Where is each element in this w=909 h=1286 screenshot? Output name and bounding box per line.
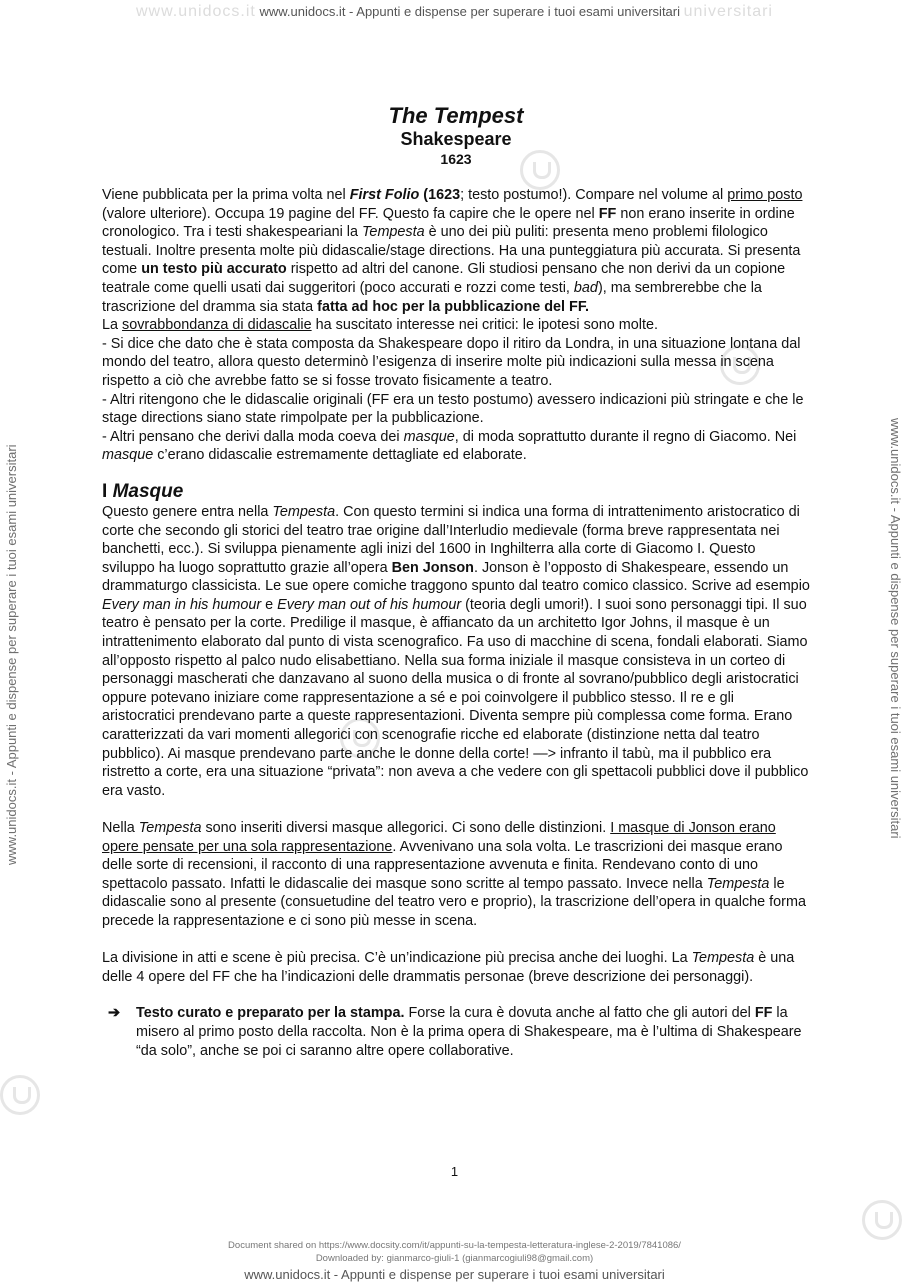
watermark-logo-icon — [0, 1075, 40, 1115]
masque-paragraph: Nella Tempesta sono inseriti diversi masque allegorici. Ci sono delle distinzioni. I masque di Jonson erano opere pensate per una sola rappresentazione. Avvenivano una sola volta. Le trascrizioni dei masque erano delle sorte di recensioni, il racconto di una rappresentazione avvenuta e finita. Rendevano conto di uno spettacolo passato. Infatti le didascalie dei masque sono scritte al tempo passato. Invece nella Tempesta le didascalie sono al presente (consuetudine del teatro vero e proprio), la trascrizione dell’opera in qualche forma precede la rappresentazione e ci sono più messe in scena. — [102, 820, 806, 929]
right-side-watermark: www.unidocs.it - Appunti e dispense per superare i tuoi esami universitari — [888, 418, 903, 839]
watermark-text: www.unidocs.it - Appunti e dispense per superare i tuoi esami universitari — [259, 4, 680, 19]
footer-downloaded-by: Downloaded by: gianmarco-giuli-1 (gianmarcogiuli98@gmail.com) — [315, 1253, 594, 1264]
watermark-logo-icon — [862, 1200, 902, 1240]
ghost-watermark-left: www.unidocs.it — [136, 3, 256, 20]
masque-paragraph: La divisione in atti e scene è più precisa. C’è un’indicazione più precisa anche dei luoghi. La Tempesta è una delle 4 opere del FF che ha l’indicazioni delle drammatis personae (breve descrizione dei personaggi). — [102, 950, 795, 985]
title-block — [102, 103, 810, 168]
left-side-watermark: www.unidocs.it - Appunti e dispense per superare i tuoi esami universitari — [4, 444, 19, 865]
masque-paragraph: Questo genere entra nella Tempesta. Con questo termini si indica una forma di intrattenimento aristocratico di corte che secondo gli storici del teatro trae origine dall’Interludio medievale (forma breve rappresentata nei banchetti, ecc.). Si sviluppa pienamente agli inizi del 1600 in Inghilterra alla corte di Giacomo I. Questo sviluppo ha luogo soprattutto grazie all’opera Ben Jonson. Jonson è l’opposto di Shakespeare, essendo un drammaturgo classicista. Le sue opere comiche traggono spunto dal teatro comico classico. Scrive ad esempio Every man in his humour e Every man out of his humour (teoria degli umori!). I suoi sono personaggi tipi. Il suo teatro è pensato per la corte. Predilige il masque, è affiancato da un architetto Igor Johns, il masque è un intrattenimento elaborato dal punto di vista scenografico. Fa uso di macchine di scena, fondali elaborati. Siamo all’opposto rispetto al palco nudo elisabettiano. Nella sua forma iniziale il masque consisteva in un corteo di personaggi mascherati che danzavano al suono della musica o di fronte al sovrano/pubblico degli aristocratici oppure potevano iniziare come rappresentazione a sé e poi coinvolgere il pubblico stesso. Il re e gli aristocratici prendevano parte a queste rappresentazioni. Diventa sempre più complessa come forma. Erano caratterizzati da vari momenti allegorici con scenografie ricche ed elaborate (distinzione netta dal teatro pubblico). Ai masque prendevano parte anche le donne della corte! —> infranto il tabù, ma il pubblico era ristretto a corte, era una situazione “privata”: non aveva a che vedere con gli spettacoli pubblici dove il pubblico era vasto. — [102, 503, 810, 799]
document-author: Shakespeare — [400, 129, 512, 149]
bullet-item: ➔ Testo curato e preparato per la stampa. Forse la cura è dovuta anche al fatto che gli autori del FF la misero al primo posto della raccolta. Non è la prima opera di Shakespeare, ma è l’ultima di Shakespeare “da solo”, anche se poi ci saranno altre opere collaborative. — [108, 1005, 802, 1059]
footer-shared-link: Document shared on https://www.docsity.com/it/appunti-su-la-tempesta-letteratura-inglese-2-2019/7841086/ — [228, 1240, 681, 1251]
bottom-watermark: www.unidocs.it - Appunti e dispense per superare i tuoi esami universitari — [244, 1267, 665, 1282]
ghost-watermark-right: universitari — [683, 3, 773, 20]
section-heading: I Masque — [102, 480, 184, 502]
top-watermark — [0, 3, 909, 21]
document-title: The Tempest — [388, 103, 524, 128]
stage-directions-paragraph: La sovrabbondanza di didascalie ha suscitato interesse nei critici: le ipotesi sono molte. — [102, 317, 658, 334]
page-number: 1 — [450, 1164, 459, 1179]
intro-paragraph: Viene pubblicata per la prima volta nel First Folio (1623; testo postumo!). Compare nel volume al primo posto (valore ulteriore). Occupa 19 pagine del FF. Questo fa capire che le opere nel FF non erano inserite in ordine cronologico. Tra i testi shakespeariani la Tempesta è uno dei più puliti: presenta meno problemi filologico testuali. Inoltre presenta molte più didascalie/stage directions. Ha una punteggiatura più accurata. Si presenta come un testo più accurato rispetto ad altri del canone. Gli studiosi pensano che non derivi da un copione teatrale come quelli usati dai suggeritori (poco accurati e rozzi come testi, bad), ma sembrerebbe che la trascrizione del dramma sia stata fatta ad hoc per la pubblicazione del FF. — [102, 187, 803, 315]
arrow-bullet-icon: ➔ — [108, 1005, 121, 1022]
document-year: 1623 — [440, 151, 472, 167]
hypothesis-item: - Altri pensano che derivi dalla moda coeva dei masque, di moda soprattutto durante il regno di Giacomo. Nei masque c’erano didascalie estremamente dettagliate ed elaborate. — [102, 428, 797, 464]
hypothesis-item: - Si dice che dato che è stata composta da Shakespeare dopo il ritiro da Londra, in una situazione lontana dal mondo del teatro, allora questo determinò l’esigenza di inserire molte più indicazioni sulla messa in scena rispetto a ciò che avrebbe fatto se si fosse trovato fisicamente a teatro. — [102, 335, 801, 389]
document-page — [102, 103, 810, 1060]
hypothesis-item: - Altri ritengono che le didascalie originali (FF era un testo postumo) avessero indicazioni più stringate e che le stage directions siano state rimpolpate per la pubblicazione. — [102, 391, 804, 427]
